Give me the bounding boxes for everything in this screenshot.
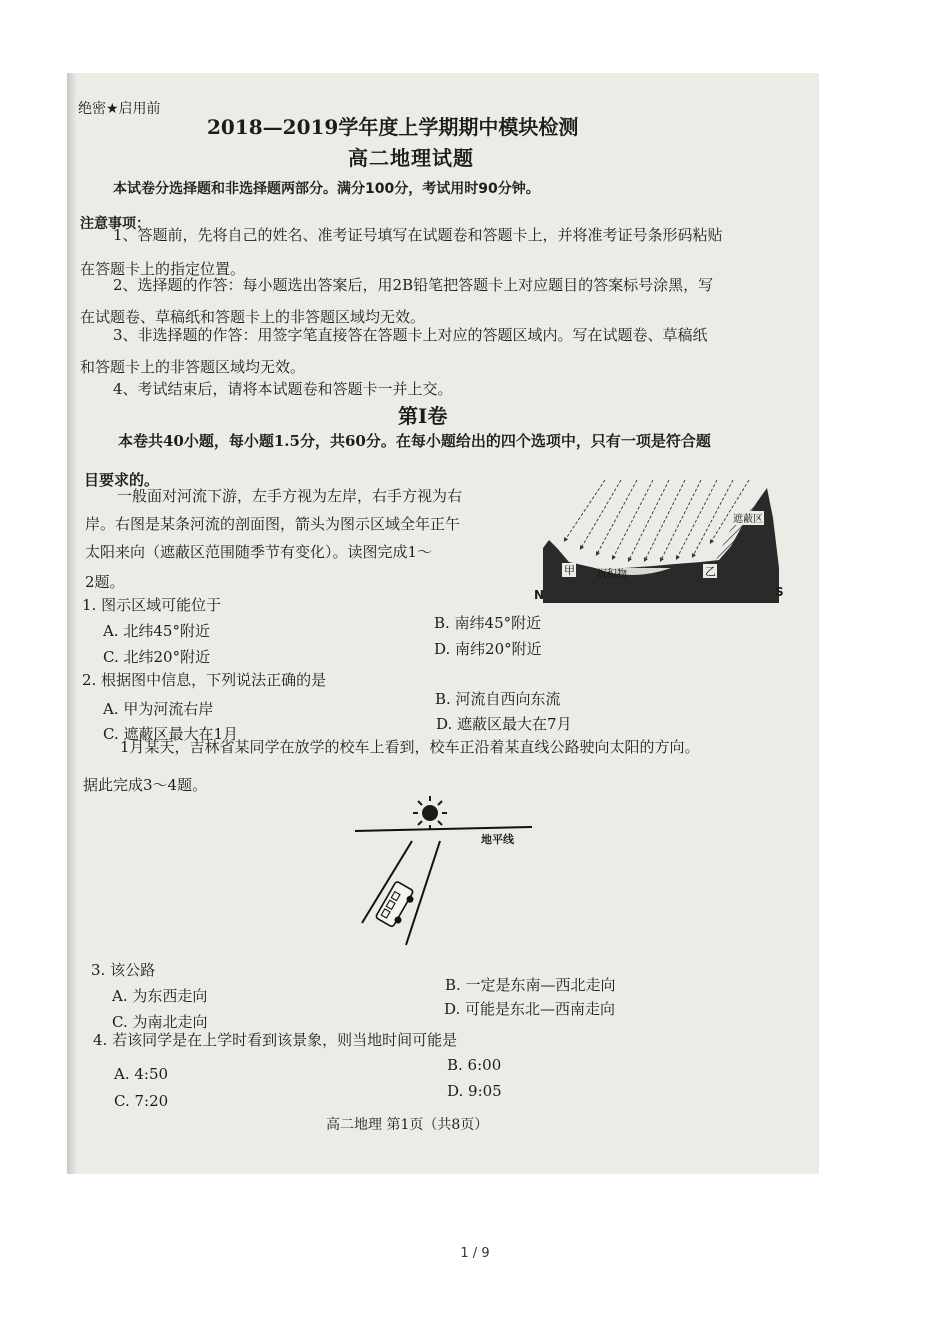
question-3-option-c: C. 为南北走向 [112, 1013, 208, 1031]
note-line: 2、选择题的作答：每小题选出答案后，用2B铅笔把答题卡上对应题目的答案标号涂黑，写 [113, 276, 714, 294]
question-2-option-a: A. 甲为河流右岸 [103, 700, 214, 718]
note-line: 在答题卡上的指定位置。 [80, 260, 246, 278]
sun-ray-arrows [565, 480, 749, 560]
section-title: 第Ⅰ卷 [398, 404, 448, 428]
horizon-label: 地平线 [481, 833, 514, 846]
confidential-label: 绝密★启用前 [78, 101, 161, 117]
page-counter: 1 / 9 [460, 1246, 490, 1261]
exam-subtitle: 高二地理试题 [348, 146, 474, 170]
question-3-option-b: B. 一定是东南—西北走向 [445, 976, 616, 994]
question-1-option-b: B. 南纬45°附近 [434, 614, 542, 632]
question-4-stem: 4. 若该同学是在上学时看到该景象，则当地时间可能是 [93, 1031, 458, 1049]
section-instructions: 目要求的。 [84, 471, 160, 489]
south-label: S [775, 585, 784, 599]
exam-intro: 本试卷分选择题和非选择题两部分。满分100分，考试用时90分钟。 [113, 181, 540, 197]
question-4-option-c: C. 7:20 [114, 1092, 169, 1110]
passage-line: 1月某天，吉林省某同学在放学的校车上看到，校车正沿着某直线公路驶向太阳的方向。 [120, 738, 700, 756]
question-3-stem: 3. 该公路 [91, 961, 156, 979]
question-3-option-a: A. 为东西走向 [112, 987, 208, 1005]
notes-heading: 注意事项： [80, 216, 150, 232]
note-line: 在试题卷、草稿纸和答题卡上的非答题区域均无效。 [80, 308, 426, 326]
scanned-exam-page [67, 73, 819, 1174]
note-line: 4、考试结束后，请将本试题卷和答题卡一并上交。 [113, 380, 453, 398]
passage-line: 岸。右图是某条河流的剖面图，箭头为图示区域全年正午 [85, 515, 461, 533]
question-4-option-a: A. 4:50 [114, 1065, 169, 1083]
question-2-option-b: B. 河流自西向东流 [435, 690, 561, 708]
question-4-option-b: B. 6:00 [447, 1056, 502, 1074]
bank-jia-label: 甲 [564, 564, 575, 577]
question-1-option-a: A. 北纬45°附近 [103, 622, 210, 640]
bank-yi-label: 乙 [705, 565, 716, 578]
section-instructions: 本卷共40小题，每小题1.5分，共60分。在每小题给出的四个选项中，只有一项是符合题 [118, 432, 711, 450]
exam-title: 2018—2019学年度上学期期中模块检测 [207, 115, 579, 139]
question-1-stem: 1. 图示区域可能位于 [82, 596, 222, 614]
question-2-stem: 2. 根据图中信息，下列说法正确的是 [82, 671, 327, 689]
passage-line: 2题。 [85, 573, 125, 591]
note-line: 3、非选择题的作答：用签字笔直接答在答题卡上对应的答题区域内。写在试题卷、草稿纸 [113, 326, 708, 344]
question-1-option-d: D. 南纬20°附近 [434, 640, 542, 658]
shadow-zone-label: 遮蔽区 [733, 514, 763, 525]
page-footer: 高二地理 第1页（共8页） [326, 1117, 489, 1133]
question-1-option-c: C. 北纬20°附近 [103, 648, 211, 666]
question-2-option-d: D. 遮蔽区最大在7月 [436, 715, 572, 733]
north-label: N [534, 588, 545, 602]
question-2-option-c: C. 遮蔽区最大在1月 [103, 725, 239, 743]
passage-line: 太阳来向（遮蔽区范围随季节有变化）。读图完成1～ [85, 543, 433, 561]
river-profile-figure [535, 478, 787, 603]
passage-line: 一般面对河流下游，左手方视为左岸，右手方视为右 [117, 487, 463, 505]
note-line: 1、答题前，先将自己的姓名、准考证号填写在试题卷和答题卡上，并将准考证号条形码粘贴 [113, 226, 723, 244]
question-3-option-d: D. 可能是东北—西南走向 [444, 1000, 616, 1018]
bus-road-figure [352, 793, 552, 955]
sun-icon [413, 796, 447, 830]
note-line: 和答题卡上的非答题区域均无效。 [80, 358, 306, 376]
question-4-option-d: D. 9:05 [447, 1082, 502, 1100]
sediment-label: 沉积物 [597, 569, 627, 580]
terrain-profile [543, 488, 779, 603]
passage-line: 据此完成3～4题。 [83, 776, 208, 794]
scan-edge-shadow [67, 73, 77, 1174]
school-bus-icon [375, 881, 417, 930]
